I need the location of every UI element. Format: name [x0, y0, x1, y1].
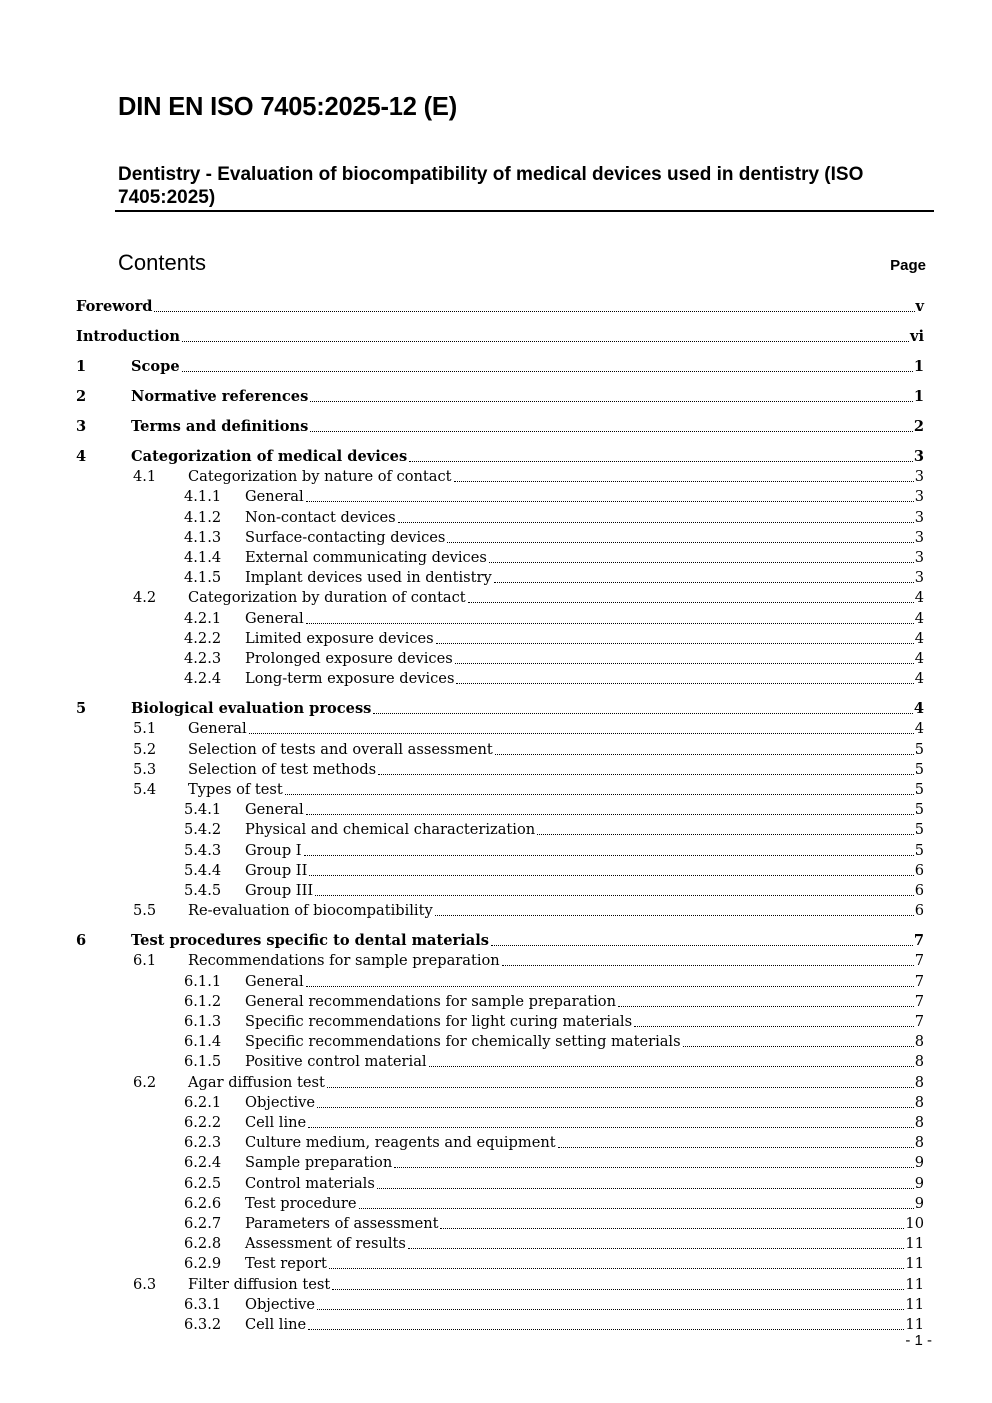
- toc-entry[interactable]: [0, 467, 992, 487]
- toc-entry-page: 8: [914, 1073, 924, 1091]
- toc-entry-page: 1: [913, 358, 924, 375]
- dot-leader: [306, 814, 914, 815]
- toc-entry-page: 8: [914, 1093, 924, 1111]
- dot-leader: [436, 643, 914, 644]
- dot-leader: [306, 623, 914, 624]
- toc-entry-number: 6.1.3: [184, 1013, 222, 1030]
- toc-entry-number: 4.1.3: [184, 528, 222, 546]
- toc-entry[interactable]: [0, 1012, 992, 1032]
- toc-entry-page: 7: [914, 952, 924, 970]
- toc-entry-number: 5.4.4: [184, 861, 222, 879]
- toc-entry-page: 4: [913, 700, 924, 718]
- toc-entry-title: Selection of tests and overall assessment: [188, 740, 493, 758]
- dot-leader: [377, 1188, 914, 1189]
- toc-entry-page: 9: [914, 1194, 924, 1212]
- toc-entry-number: 6.2.8: [184, 1235, 222, 1253]
- toc-entry-page: 3: [914, 488, 924, 506]
- dot-leader: [495, 754, 914, 755]
- toc-entry-page: 5: [914, 821, 924, 839]
- dot-leader: [491, 945, 913, 946]
- toc-entry-number: 5.4.2: [184, 821, 222, 839]
- toc-entry-page: 5: [914, 740, 924, 758]
- toc-entry[interactable]: [0, 528, 992, 548]
- toc-entry-number: 5.1: [133, 720, 157, 738]
- toc-entry-title: Culture medium, reagents and equipment: [245, 1134, 556, 1152]
- dot-leader: [306, 986, 914, 987]
- toc-entry-title: Selection of test methods: [188, 760, 377, 778]
- toc-entry-title: Categorization of medical devices: [131, 448, 408, 465]
- dot-leader: [618, 1006, 914, 1007]
- toc-entry-number: 6.1: [133, 952, 157, 970]
- toc-entry[interactable]: [0, 1275, 992, 1295]
- toc-entry-page: 8: [914, 1134, 924, 1152]
- toc-entry-number: 4.1.2: [184, 508, 222, 526]
- toc-entry-page: 11: [905, 1235, 924, 1253]
- toc-entry[interactable]: [0, 992, 992, 1012]
- toc-entry[interactable]: [0, 800, 992, 820]
- toc-entry-number: 5.2: [133, 740, 157, 758]
- toc-entry-title: Specific recommendations for chemically setting materials: [245, 1033, 681, 1051]
- toc-entry-page: 6: [914, 882, 924, 899]
- toc-entry-page: 8: [914, 1114, 924, 1131]
- toc-entry-title: Types of test: [188, 781, 283, 798]
- toc-entry-title: Group III: [245, 882, 314, 899]
- dot-leader: [317, 1107, 914, 1108]
- toc-entry[interactable]: [0, 1214, 992, 1234]
- toc-entry-number: 4.1.4: [184, 549, 222, 566]
- dot-leader: [454, 481, 914, 482]
- toc-entry[interactable]: [0, 649, 992, 669]
- toc-entry-page: 10: [905, 1215, 924, 1232]
- toc-entry-page: 8: [914, 1033, 924, 1051]
- page-column-heading: Page: [890, 257, 926, 274]
- toc-entry[interactable]: [0, 901, 992, 921]
- toc-entry[interactable]: [0, 1295, 992, 1315]
- document-subtitle: Dentistry - Evaluation of biocompatibility of medical devices used in dentistry (ISO 7405:2025): [118, 164, 864, 208]
- toc-entry-number: 6.1.4: [184, 1033, 222, 1051]
- dot-leader: [306, 501, 914, 502]
- toc-entry-page: 3: [914, 468, 924, 486]
- toc-entry[interactable]: [0, 881, 992, 901]
- toc-entry-title: General: [188, 720, 247, 738]
- toc-entry-page: 2: [913, 418, 924, 435]
- toc-entry[interactable]: [0, 841, 992, 861]
- toc-entry-number: 4.1.5: [184, 569, 222, 587]
- toc-entry-page: 9: [914, 1154, 924, 1172]
- toc-entry-page: vi: [909, 328, 924, 345]
- toc-entry[interactable]: [0, 1315, 992, 1335]
- dot-leader: [408, 1248, 905, 1249]
- dot-leader: [494, 582, 914, 583]
- toc-entry-page: 3: [913, 448, 924, 465]
- toc-entry-number: 5.4.3: [184, 841, 222, 859]
- toc-entry[interactable]: [0, 719, 992, 739]
- toc-entry-number: 6: [76, 932, 87, 950]
- toc-entry-page: 4: [914, 670, 924, 688]
- toc-entry-number: 5.4: [133, 781, 157, 798]
- toc-entry-title: Categorization by nature of contact: [188, 468, 452, 486]
- toc-entry-page: 5: [914, 781, 924, 798]
- dot-leader: [455, 663, 914, 664]
- toc-entry-page: 4: [914, 629, 924, 647]
- toc-entry[interactable]: [0, 548, 992, 568]
- toc-entry-number: 6.1.1: [184, 972, 222, 990]
- toc-entry[interactable]: [0, 487, 992, 507]
- dot-leader: [317, 1309, 904, 1310]
- toc-entry[interactable]: [0, 387, 992, 407]
- toc-entry-page: v: [915, 298, 924, 315]
- dot-leader: [468, 602, 914, 603]
- toc-entry-page: 3: [914, 569, 924, 587]
- toc-entry[interactable]: [0, 740, 992, 760]
- toc-entry-title: Sample preparation: [245, 1154, 393, 1172]
- toc-entry-title: Categorization by duration of contact: [188, 589, 466, 607]
- toc-entry-title: Group I: [245, 841, 302, 859]
- toc-entry-number: 4: [76, 448, 87, 465]
- toc-entry-number: 6.2.4: [184, 1154, 222, 1172]
- toc-entry-number: 6.3.1: [184, 1295, 222, 1313]
- dot-leader: [332, 1289, 904, 1290]
- toc-entry[interactable]: [0, 609, 992, 629]
- toc-entry[interactable]: [0, 508, 992, 528]
- dot-leader: [308, 1127, 914, 1128]
- dot-leader: [378, 774, 914, 775]
- toc-entry[interactable]: [0, 861, 992, 881]
- toc-entry-title: Objective: [245, 1093, 316, 1111]
- toc-entry[interactable]: [0, 972, 992, 992]
- toc-entry[interactable]: [0, 951, 992, 971]
- dot-leader: [310, 401, 913, 402]
- toc-entry-title: Scope: [131, 358, 180, 375]
- toc-entry-title: Positive control material: [245, 1053, 427, 1071]
- page-number: - 1 -: [905, 1332, 932, 1349]
- toc-entry[interactable]: [0, 588, 992, 608]
- toc-entry-page: 7: [914, 1013, 924, 1030]
- toc-entry-title: Test procedures specific to dental materials: [131, 932, 489, 950]
- toc-entry[interactable]: [0, 820, 992, 840]
- toc-entry-number: 5.4.5: [184, 882, 222, 899]
- toc-entry-title: Foreword: [76, 298, 153, 315]
- dot-leader: [429, 1066, 914, 1067]
- toc-entry-page: 11: [905, 1275, 924, 1293]
- dot-leader: [558, 1147, 914, 1148]
- toc-entry[interactable]: [0, 1093, 992, 1113]
- dot-leader: [315, 895, 914, 896]
- toc-entry-number: 5.3: [133, 760, 157, 778]
- toc-entry-number: 6.2.3: [184, 1134, 222, 1152]
- toc-entry-title: Test procedure: [245, 1194, 357, 1212]
- toc-entry-number: 4.2.4: [184, 670, 222, 688]
- document-title: DIN EN ISO 7405:2025-12 (E): [118, 93, 457, 121]
- toc-entry-number: 6.2: [133, 1073, 157, 1091]
- toc-entry[interactable]: [0, 780, 992, 800]
- toc-entry-number: 6.3: [133, 1275, 157, 1293]
- toc-entry-title: Re-evaluation of biocompatibility: [188, 902, 433, 920]
- dot-leader: [182, 371, 913, 372]
- toc-entry-title: Biological evaluation process: [131, 700, 372, 718]
- toc-entry[interactable]: [0, 1032, 992, 1052]
- toc-entry-number: 6.1.5: [184, 1053, 222, 1071]
- toc-entry-number: 6.2.2: [184, 1114, 222, 1131]
- toc-entry-title: Long-term exposure devices: [245, 670, 455, 688]
- toc-entry-page: 3: [914, 549, 924, 566]
- toc-entry-page: 11: [905, 1316, 924, 1333]
- toc-entry-number: 6.2.1: [184, 1093, 222, 1111]
- dot-leader: [537, 834, 914, 835]
- toc-entry[interactable]: [0, 629, 992, 649]
- toc-entry[interactable]: [0, 568, 992, 588]
- toc-entry[interactable]: [0, 1133, 992, 1153]
- toc-entry[interactable]: [0, 1174, 992, 1194]
- toc-entry-number: 5: [76, 700, 87, 718]
- toc-entry-number: 1: [76, 358, 87, 375]
- dot-leader: [394, 1167, 913, 1168]
- dot-leader: [309, 875, 913, 876]
- dot-leader: [435, 915, 914, 916]
- toc-entry[interactable]: [0, 1194, 992, 1214]
- dot-leader: [456, 683, 913, 684]
- toc-entry-title: Filter diffusion test: [188, 1275, 331, 1293]
- toc-entry-title: Cell line: [245, 1316, 307, 1333]
- toc-entry-page: 3: [914, 528, 924, 546]
- toc-entry-number: 6.3.2: [184, 1316, 222, 1333]
- toc-entry[interactable]: [0, 417, 992, 437]
- dot-leader: [489, 562, 914, 563]
- toc-entry-number: 6.2.5: [184, 1174, 222, 1192]
- toc-entry-number: 4.2.1: [184, 609, 222, 627]
- toc-entry-title: Control materials: [245, 1174, 375, 1192]
- toc-entry-page: 7: [914, 972, 924, 990]
- toc-entry[interactable]: [0, 669, 992, 689]
- toc-entry-title: Surface-contacting devices: [245, 528, 446, 546]
- toc-entry[interactable]: [0, 1052, 992, 1072]
- toc-entry-title: General: [245, 488, 304, 506]
- toc-entry-title: Physical and chemical characterization: [245, 821, 536, 839]
- toc-entry-title: General recommendations for sample preparation: [245, 992, 616, 1010]
- toc-entry[interactable]: [0, 1073, 992, 1093]
- toc-entry-page: 3: [914, 508, 924, 526]
- toc-entry-number: 6.2.7: [184, 1215, 222, 1232]
- toc-entry-number: 5.5: [133, 902, 157, 920]
- dot-leader: [249, 733, 914, 734]
- toc-entry[interactable]: [0, 1113, 992, 1133]
- toc-entry-page: 4: [914, 589, 924, 607]
- toc-entry-number: 4.2.3: [184, 650, 222, 667]
- toc-entry-title: Test report: [245, 1255, 327, 1273]
- toc-entry-title: Normative references: [131, 388, 309, 405]
- dot-leader: [308, 1329, 904, 1330]
- toc-entry-number: 4.1.1: [184, 488, 222, 506]
- dot-leader: [310, 431, 912, 432]
- toc-entry-page: 4: [914, 650, 924, 667]
- toc-entry-page: 4: [914, 609, 924, 627]
- toc-entry-number: 4.1: [133, 468, 157, 486]
- toc-entry-title: Limited exposure devices: [245, 629, 434, 647]
- toc-entry-page: 7: [913, 932, 924, 950]
- toc-entry-page: 5: [914, 760, 924, 778]
- toc-entry-title: Group II: [245, 861, 308, 879]
- toc-entry-title: Prolonged exposure devices: [245, 650, 453, 667]
- toc-entry-title: Recommendations for sample preparation: [188, 952, 500, 970]
- toc-entry-page: 8: [914, 1053, 924, 1071]
- toc-entry-number: 4.2: [133, 589, 157, 607]
- toc-entry[interactable]: [0, 357, 992, 377]
- dot-leader: [440, 1228, 904, 1229]
- toc-entry-title: Parameters of assessment: [245, 1215, 439, 1232]
- toc-entry[interactable]: [0, 297, 992, 317]
- toc-entry[interactable]: [0, 1234, 992, 1254]
- toc-entry-page: 6: [914, 861, 924, 879]
- toc-entry-page: 11: [905, 1255, 924, 1273]
- toc-entry-number: 4.2.2: [184, 629, 222, 647]
- toc-entry-page: 6: [914, 902, 924, 920]
- toc-entry[interactable]: [0, 760, 992, 780]
- toc-entry-page: 9: [914, 1174, 924, 1192]
- toc-entry[interactable]: [0, 931, 992, 951]
- dot-leader: [634, 1026, 914, 1027]
- toc-entry-title: Implant devices used in dentistry: [245, 569, 492, 587]
- toc-entry-page: 11: [905, 1295, 924, 1313]
- toc-entry-page: 5: [914, 801, 924, 819]
- dot-leader: [683, 1046, 914, 1047]
- toc-entry[interactable]: [0, 327, 992, 347]
- toc-entry-page: 7: [914, 992, 924, 1010]
- toc-entry[interactable]: [0, 699, 992, 719]
- toc-entry-title: Non-contact devices: [245, 508, 396, 526]
- toc-entry-number: 6.2.9: [184, 1255, 222, 1273]
- toc-entry-title: Agar diffusion test: [188, 1073, 325, 1091]
- toc-entry-number: 6.2.6: [184, 1194, 222, 1212]
- toc-entry-title: External communicating devices: [245, 549, 487, 566]
- toc-entry-number: 6.1.2: [184, 992, 222, 1010]
- toc-entry[interactable]: [0, 1254, 992, 1274]
- dot-leader: [398, 522, 914, 523]
- toc-entry-title: Terms and definitions: [131, 418, 309, 435]
- dot-leader: [329, 1268, 905, 1269]
- toc-entry-title: Objective: [245, 1295, 316, 1313]
- dot-leader: [327, 1087, 914, 1088]
- toc-entry-title: General: [245, 972, 304, 990]
- toc-entry-page: 5: [914, 841, 924, 859]
- toc-entry[interactable]: [0, 1153, 992, 1173]
- dot-leader: [409, 461, 913, 462]
- dot-leader: [154, 311, 914, 312]
- toc-entry-number: 3: [76, 418, 87, 435]
- contents-heading: Contents: [118, 250, 207, 275]
- dot-leader: [182, 341, 909, 342]
- toc-entry-title: Specific recommendations for light curing materials: [245, 1013, 633, 1030]
- dot-leader: [285, 794, 914, 795]
- dot-leader: [502, 965, 914, 966]
- toc-entry-number: 2: [76, 388, 87, 405]
- toc-entry-number: 5.4.1: [184, 801, 222, 819]
- toc-entry-title: Assessment of results: [245, 1235, 406, 1253]
- dot-leader: [447, 542, 913, 543]
- toc-entry-title: Cell line: [245, 1114, 307, 1131]
- toc-entry-title: General: [245, 609, 304, 627]
- dot-leader: [359, 1208, 914, 1209]
- toc-entry[interactable]: [0, 447, 992, 467]
- toc-entry-title: General: [245, 801, 304, 819]
- toc-entry-title: Introduction: [76, 328, 180, 345]
- toc-entry-page: 1: [913, 388, 924, 405]
- toc-entry-page: 4: [914, 720, 924, 738]
- dot-leader: [373, 713, 912, 714]
- dot-leader: [304, 855, 914, 856]
